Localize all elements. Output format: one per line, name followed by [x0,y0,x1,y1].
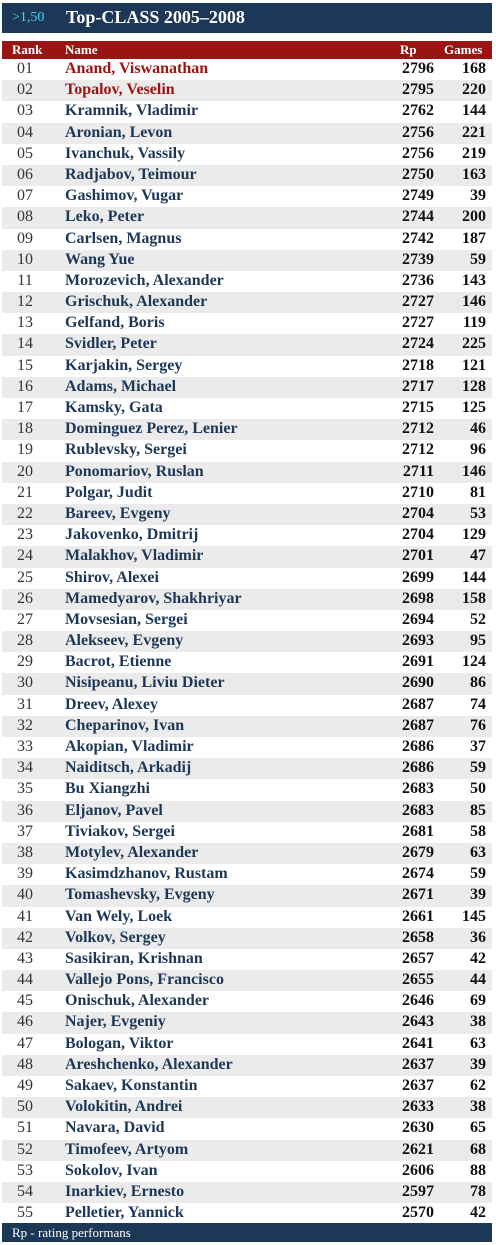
cell-rating-performance: 2710 [402,483,434,501]
cell-games: 46 [470,420,486,438]
table-row [2,292,492,313]
cell-games: 200 [462,208,486,226]
table-row [2,377,492,398]
cell-rank: 09 [17,229,33,247]
cell-rating-performance: 2742 [402,229,434,247]
cell-rank: 35 [17,780,33,798]
table-row [2,313,492,334]
cell-rank: 39 [17,865,33,883]
cell-rating-performance: 2756 [402,123,434,141]
cell-rating-performance: 2762 [402,102,434,120]
cell-games: 63 [470,843,486,861]
table-row [2,525,492,546]
cell-games: 143 [462,271,486,289]
cell-rating-performance: 2750 [402,165,434,183]
cell-player-name: Tomashevsky, Evgeny [65,886,215,904]
cell-player-name: Bareev, Evgeny [65,504,171,522]
table-row [2,483,492,504]
column-header-games: Games [444,42,483,57]
table-row [2,970,492,991]
cell-games: 38 [470,1013,486,1031]
cell-rank: 43 [17,949,33,967]
cell-rating-performance: 2727 [402,293,434,311]
cell-rank: 21 [17,483,33,501]
cell-games: 146 [462,293,486,311]
cell-player-name: Onischuk, Alexander [65,992,210,1010]
cell-games: 86 [470,674,486,692]
cell-rating-performance: 2717 [402,377,434,395]
cell-games: 37 [470,738,486,755]
cell-games: 121 [462,356,486,374]
cell-games: 125 [462,399,486,416]
cell-player-name: Timofeev, Artyom [65,1140,189,1158]
cell-rating-performance: 2698 [402,589,434,607]
cell-rank: 32 [17,716,33,734]
cell-rank: 30 [17,674,33,692]
cell-player-name: Vallejo Pons, Francisco [65,971,224,989]
table-row [2,1012,492,1033]
table-row [2,1118,492,1139]
cell-games: 85 [470,801,486,819]
cell-player-name: Gelfand, Boris [65,314,165,332]
cell-player-name: Naiditsch, Arkadij [65,759,192,777]
cell-player-name: Dreev, Alexey [65,695,159,713]
cell-player-name: Alekseev, Evgeny [65,632,184,650]
cell-games: 129 [462,526,486,544]
column-header-row [2,41,492,59]
cell-rating-performance: 2749 [402,187,434,205]
cell-games: 220 [462,81,486,99]
cell-player-name: Rublevsky, Sergei [65,441,187,459]
table-row [2,885,492,906]
table-row [2,546,492,567]
cell-player-name: Svidler, Peter [65,335,157,353]
table-row [2,801,492,822]
cell-games: 47 [470,547,486,565]
cell-rank: 11 [17,271,33,289]
cell-player-name: Inarkiev, Ernesto [65,1182,185,1200]
cell-rank: 40 [17,886,33,904]
cell-games: 42 [470,1204,486,1222]
cell-rank: 04 [17,123,33,141]
cell-rating-performance: 2686 [402,759,434,777]
table-row [2,1182,492,1203]
cell-games: 58 [470,822,486,840]
cell-games: 158 [462,589,486,607]
cell-games: 88 [470,1161,486,1179]
cell-rating-performance: 2795 [402,81,434,99]
cell-rating-performance: 2661 [402,907,434,925]
cell-rating-performance: 2701 [402,547,434,565]
cell-games: 74 [470,695,486,713]
cell-rank: 36 [17,801,33,819]
table-row [2,229,492,250]
cell-rank: 34 [17,759,33,777]
cell-games: 221 [462,123,486,141]
cell-games: 146 [462,462,486,480]
cell-player-name: Sokolov, Ivan [65,1161,158,1179]
cell-rating-performance: 2736 [402,271,434,289]
table-row [2,610,492,631]
cell-rating-performance: 2718 [402,356,434,374]
cell-player-name: Pelletier, Yannick [65,1204,184,1222]
cell-player-name: Anand, Viswanathan [65,60,209,77]
table-row [2,165,492,186]
table-row [2,1140,492,1161]
cell-rank: 12 [17,293,33,311]
cell-player-name: Bacrot, Etienne [65,653,172,671]
cell-rating-performance: 2674 [402,865,434,883]
table-row [2,1203,492,1224]
cell-games: 59 [470,865,486,883]
cell-rank: 52 [17,1140,33,1158]
cell-rating-performance: 2687 [402,716,434,734]
cell-player-name: Navara, David [65,1119,165,1137]
cell-rank: 54 [17,1182,33,1200]
cell-rating-performance: 2671 [402,886,434,904]
cell-games: 44 [470,971,486,989]
cell-player-name: Leko, Peter [65,208,145,226]
title-bar [2,3,492,33]
cell-player-name: Kasimdzhanov, Rustam [65,865,228,883]
table-row [2,1076,492,1097]
cell-rank: 20 [17,462,33,480]
cell-rank: 13 [17,314,33,332]
cell-rank: 16 [17,377,33,395]
cell-player-name: Grischuk, Alexander [65,293,208,311]
table-row [2,843,492,864]
column-header-name: Name [65,42,98,57]
column-header-rp: Rp [400,42,417,57]
table-row [2,568,492,589]
cell-rating-performance: 2597 [402,1182,434,1200]
table-row [2,1097,492,1118]
cell-rating-performance: 2712 [402,441,434,459]
table-row [2,271,492,292]
threshold-tag: >1,50 [12,10,45,25]
cell-rating-performance: 2704 [402,526,434,544]
cell-games: 78 [470,1182,486,1200]
table-row [2,123,492,144]
cell-games: 144 [462,102,486,120]
cell-rank: 55 [17,1204,33,1222]
cell-rank: 53 [17,1161,33,1179]
cell-games: 39 [470,187,486,205]
table-row [2,440,492,461]
cell-player-name: Gashimov, Vugar [65,187,184,205]
cell-rating-performance: 2704 [402,504,434,522]
table-row [2,928,492,949]
cell-rank: 01 [17,60,33,77]
table-row [2,1161,492,1182]
cell-rating-performance: 2715 [402,399,434,416]
footer-note-bar [2,1223,492,1242]
cell-rating-performance: 2687 [402,695,434,713]
cell-games: 163 [462,165,486,183]
cell-games: 65 [470,1119,486,1137]
table-row [2,356,492,377]
table-row [2,186,492,207]
cell-rating-performance: 2658 [402,928,434,946]
cell-games: 39 [470,886,486,904]
cell-player-name: Tiviakov, Sergei [65,822,175,840]
cell-rating-performance: 2727 [402,314,434,332]
cell-player-name: Volkov, Sergey [65,928,166,946]
cell-games: 69 [470,992,486,1010]
cell-games: 59 [470,759,486,777]
table-row [2,864,492,885]
cell-games: 225 [462,335,486,353]
cell-rank: 28 [17,632,33,650]
cell-player-name: Areshchenko, Alexander [65,1055,233,1073]
table-row [2,1055,492,1076]
cell-player-name: Adams, Michael [65,377,177,395]
cell-games: 53 [470,504,486,522]
cell-rank: 29 [17,653,33,671]
cell-player-name: Eljanov, Pavel [65,801,163,819]
table-row [2,716,492,737]
cell-rating-performance: 2679 [402,843,434,861]
cell-rank: 10 [17,250,33,268]
cell-rating-performance: 2683 [402,780,434,798]
cell-rating-performance: 2724 [402,335,434,353]
cell-games: 81 [470,483,486,501]
table-row [2,652,492,673]
cell-rank: 07 [17,187,33,205]
cell-rank: 38 [17,843,33,861]
table-row [2,779,492,800]
cell-rating-performance: 2683 [402,801,434,819]
table-row [2,144,492,165]
cell-rank: 02 [17,81,33,99]
table-body [2,59,492,1224]
table-row [2,250,492,271]
cell-player-name: Wang Yue [65,250,135,268]
footer-note: Rp - rating performans [12,1225,131,1240]
table-row [2,398,492,419]
cell-games: 144 [462,568,486,586]
cell-rank: 27 [17,610,33,628]
cell-rank: 24 [17,547,33,565]
cell-rank: 22 [17,504,33,522]
cell-rank: 14 [17,335,33,353]
cell-player-name: Morozevich, Alexander [65,271,224,289]
cell-games: 63 [470,1034,486,1052]
cell-rank: 05 [17,144,33,162]
cell-games: 145 [462,907,486,925]
table-row [2,207,492,228]
cell-rating-performance: 2693 [402,632,434,650]
cell-player-name: Jakovenko, Dmitrij [65,526,199,544]
cell-player-name: Aronian, Levon [65,123,173,141]
cell-player-name: Akopian, Vladimir [65,738,194,755]
cell-rating-performance: 2657 [402,949,434,967]
cell-player-name: Movsesian, Sergei [65,610,188,628]
cell-player-name: Radjabov, Teimour [65,165,197,183]
cell-rank: 03 [17,102,33,120]
cell-player-name: Ponomariov, Ruslan [65,462,204,480]
cell-rank: 46 [17,1013,33,1031]
cell-rank: 18 [17,420,33,438]
cell-rating-performance: 2646 [402,992,434,1010]
cell-rating-performance: 2633 [402,1098,434,1116]
cell-rating-performance: 2690 [402,674,434,692]
cell-games: 76 [470,716,486,734]
cell-games: 187 [462,229,486,247]
cell-player-name: Malakhov, Vladimir [65,547,204,565]
cell-games: 52 [470,610,486,628]
cell-rank: 48 [17,1055,33,1073]
cell-games: 96 [470,441,486,459]
cell-rank: 23 [17,526,33,544]
cell-player-name: Motylev, Alexander [65,843,199,861]
cell-player-name: Van Wely, Loek [65,907,173,925]
cell-rank: 15 [17,356,33,374]
table-row [2,673,492,694]
cell-rating-performance: 2621 [402,1140,434,1158]
cell-rating-performance: 2630 [402,1119,434,1137]
table-row [2,334,492,355]
cell-rank: 37 [17,822,33,840]
cell-player-name: Najer, Evgeniy [65,1013,166,1031]
cell-rank: 06 [17,165,33,183]
table-row [2,1034,492,1055]
cell-games: 95 [470,632,486,650]
table-row [2,949,492,970]
cell-rating-performance: 2637 [402,1055,434,1073]
cell-rank: 17 [17,399,33,416]
table-row [2,758,492,779]
cell-rating-performance: 2694 [402,610,434,628]
table-row [2,631,492,652]
cell-player-name: Topalov, Veselin [65,81,175,99]
cell-rating-performance: 2686 [402,738,434,755]
cell-rating-performance: 2606 [402,1161,434,1179]
cell-rank: 50 [17,1098,33,1116]
cell-rank: 25 [17,568,33,586]
cell-player-name: Cheparinov, Ivan [65,716,185,734]
table-row [2,991,492,1012]
cell-rating-performance: 2744 [402,208,434,226]
cell-games: 62 [470,1077,486,1094]
cell-rank: 42 [17,928,33,946]
cell-rating-performance: 2691 [402,653,434,671]
table-row [2,419,492,440]
cell-player-name: Carlsen, Magnus [65,229,182,247]
table-row [2,101,492,122]
cell-games: 39 [470,1055,486,1073]
cell-games: 38 [470,1098,486,1116]
cell-rank: 45 [17,992,33,1010]
cell-rating-performance: 2655 [402,971,434,989]
table-row [2,462,492,483]
cell-rating-performance: 2712 [402,420,434,438]
cell-rating-performance: 2711 [402,462,434,480]
cell-rank: 19 [17,441,33,459]
cell-rating-performance: 2637 [402,1077,434,1094]
table-row [2,59,492,80]
cell-player-name: Volokitin, Andrei [65,1098,183,1116]
cell-rating-performance: 2641 [402,1034,434,1052]
cell-rank: 08 [17,208,33,226]
cell-rating-performance: 2739 [402,250,434,268]
cell-rank: 44 [17,971,33,989]
cell-player-name: Karjakin, Sergey [65,356,183,374]
cell-player-name: Polgar, Judit [65,483,153,501]
cell-player-name: Sasikiran, Krishnan [65,949,203,967]
table-row [2,907,492,928]
cell-games: 59 [470,250,486,268]
cell-rank: 31 [17,695,33,713]
cell-rank: 26 [17,589,33,607]
cell-games: 50 [470,780,486,798]
cell-games: 42 [470,949,486,967]
table-row [2,504,492,525]
cell-rating-performance: 2699 [402,568,434,586]
cell-player-name: Kamsky, Gata [65,399,163,416]
cell-rating-performance: 2570 [402,1204,434,1222]
cell-games: 36 [470,928,486,946]
column-header-rank: Rank [12,42,43,57]
cell-player-name: Nisipeanu, Liviu Dieter [65,674,225,692]
cell-player-name: Shirov, Alexei [65,568,159,586]
cell-rank: 49 [17,1077,33,1094]
cell-player-name: Sakaev, Konstantin [65,1077,198,1094]
table-row [2,80,492,101]
cell-player-name: Kramnik, Vladimir [65,102,199,120]
cell-rating-performance: 2796 [402,60,434,77]
cell-player-name: Mamedyarov, Shakhriyar [65,589,242,607]
table-row [2,589,492,610]
cell-games: 128 [462,377,486,395]
cell-games: 219 [462,144,486,162]
cell-rank: 33 [17,738,33,755]
cell-rank: 41 [17,907,33,925]
cell-player-name: Ivanchuk, Vassily [65,144,186,162]
cell-games: 124 [462,653,486,671]
cell-rating-performance: 2681 [402,822,434,840]
cell-player-name: Bologan, Viktor [65,1034,174,1052]
cell-games: 119 [462,314,486,332]
table-row [2,737,492,758]
cell-games: 68 [470,1140,486,1158]
cell-games: 168 [462,60,486,77]
cell-rank: 47 [17,1034,33,1052]
page-title: Top-CLASS 2005–2008 [66,7,245,27]
cell-rating-performance: 2756 [402,144,434,162]
table-row [2,822,492,843]
table-row [2,695,492,716]
cell-player-name: Bu Xiangzhi [65,780,150,798]
cell-player-name: Dominguez Perez, Lenier [65,420,238,438]
cell-rank: 51 [17,1119,33,1137]
cell-rating-performance: 2643 [402,1013,434,1031]
